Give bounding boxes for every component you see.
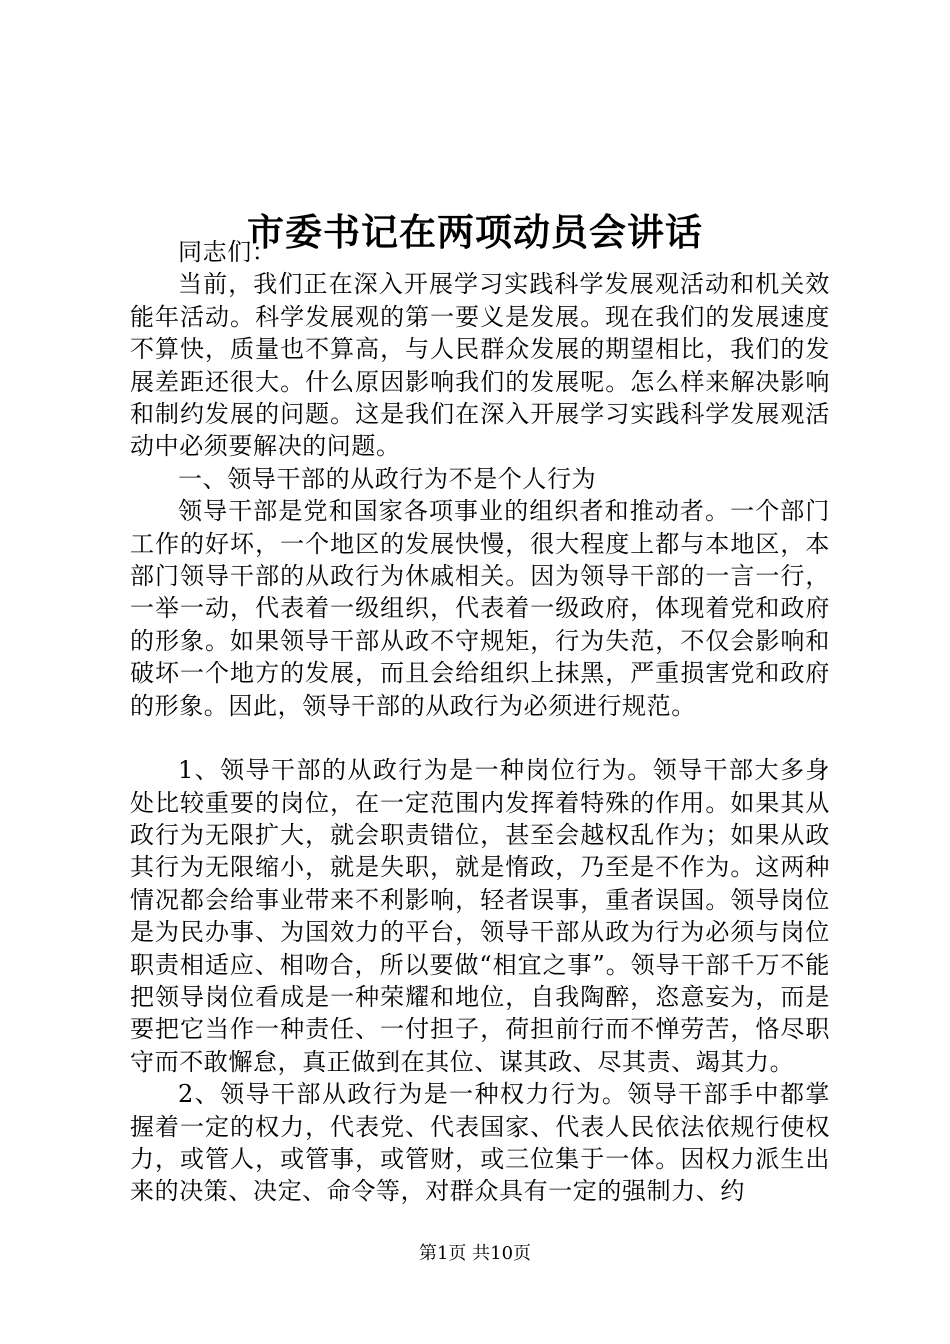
paragraph-point-2: 2、领导干部从政行为是一种权力行为。领导干部手中都掌握着一定的权力，代表党、代表国家、代表人民依法依规行使权力，或管人，或管事，或管财，或三位集于一体。因权力派生出来的决策、决定、命令等，对群众具有一定的强制力、约 (130, 1080, 830, 1206)
paragraph-intro: 当前，我们正在深入开展学习实践科学发展观活动和机关效能年活动。科学发展观的第一要义是发展。现在我们的发展速度不算快，质量也不算高，与人民群众发展的期望相比，我们的发展差距还很大。什么原因影响我们的发展呢。怎么样来解决影响和制约发展的问题。这是我们在深入开展学习实践科学发展观活动中必须要解决的问题。 (130, 270, 830, 461)
document-title: 市委书记在两项动员会讲话 (247, 209, 703, 254)
document-body (130, 236, 830, 1208)
paragraph-spacer (130, 722, 830, 754)
paragraph-section-1: 领导干部是党和国家各项事业的组织者和推动者。一个部门工作的好坏，一个地区的发展快慢，很大程度上都与本地区，本部门领导干部的从政行为休戚相关。因为领导干部的一言一行，一举一动，代表着一级组织，代表着一级政府，体现着党和政府的形象。如果领导干部从政不守规矩，行为失范，不仅会影响和破坏一个地方的发展，而且会给组织上抹黑，严重损害党和政府的形象。因此，领导干部的从政行为必须进行规范。 (130, 497, 830, 720)
page-footer: 第1页 共10页 (418, 1243, 532, 1264)
paragraph-point-1: 1、领导干部的从政行为是一种岗位行为。领导干部大多身处比较重要的岗位，在一定范围内发挥着特殊的作用。如果其从政行为无限扩大，就会职责错位，甚至会越权乱作为；如果从政其行为无限缩小，就是失职，就是惰政，乃至是不作为。这两种情况都会给事业带来不利影响，轻者误事，重者误国。领导岗位是为民办事、为国效力的平台，领导干部从政为行为必须与岗位职责相适应、相吻合，所以要做“相宜之事”。领导干部千万不能把领导岗位看成是一种荣耀和地位，自我陶醉，恣意妄为，而是要把它当作一种责任、一付担子，荷担前行而不惮劳苦，恪尽职守而不敢懈怠，真正做到在其位、谋其政、尽其责、竭其力。 (130, 756, 830, 1076)
section-heading-1: 一、领导干部的从政行为不是个人行为 (178, 464, 597, 493)
salutation: 同志们： (178, 238, 277, 266)
